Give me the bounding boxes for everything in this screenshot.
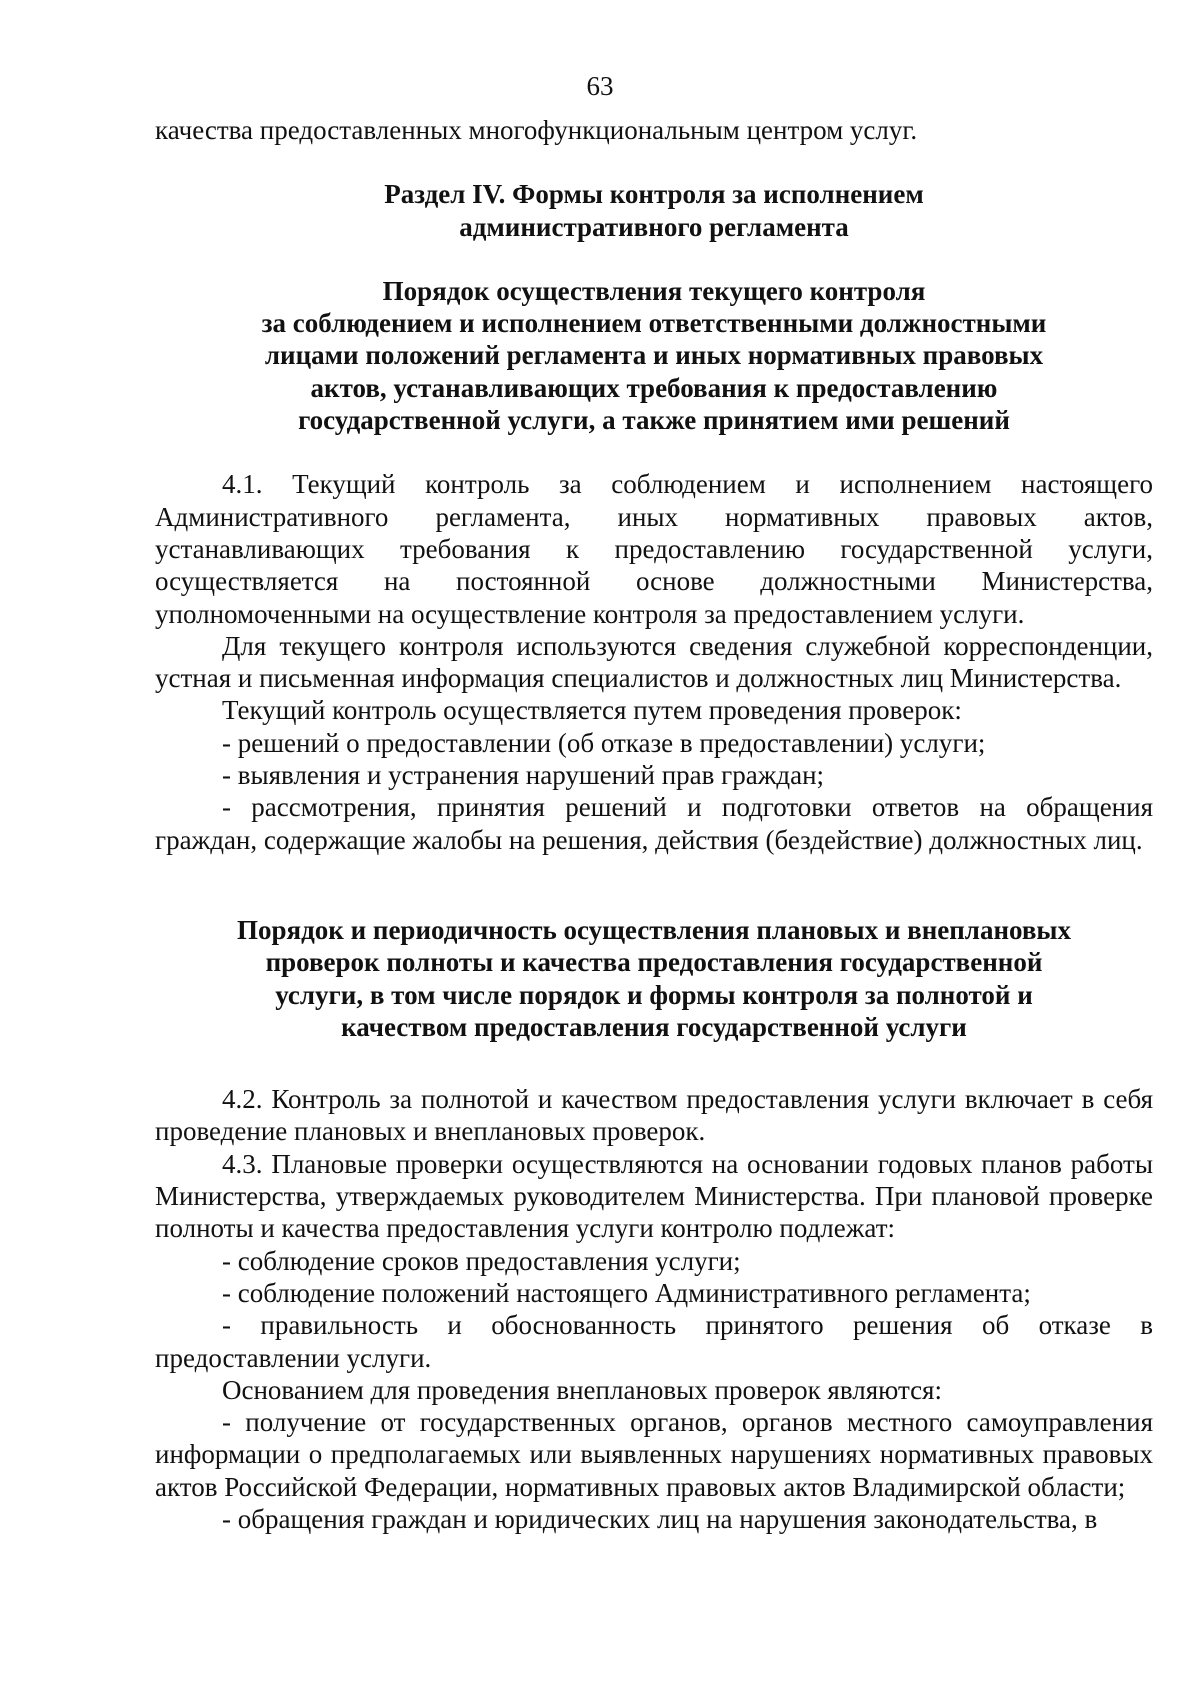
paragraph: Для текущего контроля используются сведения служебной корреспонденции, устная и письменная информация специалистов и должностных лиц Министерства. (155, 630, 1153, 694)
paragraph-4-1: 4.1. Текущий контроль за соблюдением и исполнением настоящего Административного регламента, иных нормативных правовых актов, устанавливающих требования к предоставлению государственной услуги, осуществляется на постоянной основе должностными Министерства, уполномоченными на осуществление контроля за предоставлением услуги. (155, 469, 1153, 629)
document-body (155, 114, 1153, 1535)
subheading-planned-inspections (155, 914, 1153, 1043)
paragraph: Текущий контроль осуществляется путем проведения проверок: (222, 695, 962, 726)
list-item: - соблюдение сроков предоставления услуги; (222, 1245, 741, 1276)
list-item: - рассмотрения, принятия решений и подготовки ответов на обращения граждан, содержащие жалобы на решения, действия (бездействие) должностных лиц. (155, 792, 1153, 855)
list-item: - соблюдение положений настоящего Административного регламента; (222, 1277, 1031, 1308)
subheading-line: государственной услуги, а также принятием ими решений (298, 405, 1010, 436)
subheading-line: качеством предоставления государственной услуги (341, 1011, 967, 1042)
section-heading-line: Раздел IV. Формы контроля за исполнением (384, 179, 924, 210)
subheading-line: проверок полноты и качества предоставления государственной (265, 947, 1043, 978)
section-heading-line: административного регламента (459, 211, 849, 242)
subheading-line: Порядок осуществления текущего контроля (382, 275, 926, 306)
list-item: - решений о предоставлении (об отказе в предоставлении) услуги; (222, 727, 986, 758)
list-item: - получение от государственных органов, органов местного самоуправления информации о предполагаемых или выявленных нарушениях нормативных правовых актов Российской Федерации, нормативных правовых актов Владимирской области; (155, 1407, 1153, 1502)
subheading-line: актов, устанавливающих требования к предоставлению (310, 372, 998, 403)
paragraph-4-3: 4.3. Плановые проверки осуществляются на основании годовых планов работы Министерства, утверждаемых руководителем Министерства. При плановой проверке полноты и качества предоставления услуги контролю подлежат: (155, 1148, 1153, 1244)
subheading-line: услуги, в том числе порядок и формы контроля за полнотой и (275, 979, 1033, 1010)
subheading-line: лицами положений регламента и иных нормативных правовых (264, 340, 1044, 371)
paragraph: Основанием для проведения внеплановых проверок являются: (222, 1374, 942, 1405)
subheading-line: за соблюдением и исполнением ответственными должностными (261, 308, 1047, 339)
paragraph-4-2: 4.2. Контроль за полнотой и качеством предоставления услуги включает в себя проведение плановых и внеплановых проверок. (155, 1084, 1153, 1147)
list-item: - выявления и устранения нарушений прав граждан; (222, 760, 825, 791)
section-heading (155, 178, 1153, 243)
subheading-current-control (155, 275, 1153, 436)
subheading-line: Порядок и периодичность осуществления плановых и внеплановых (237, 914, 1071, 945)
page-number: 63 (586, 71, 614, 101)
intro-line: качества предоставленных многофункциональным центром услуг. (155, 115, 918, 145)
list-item: - обращения граждан и юридических лиц на нарушения законодательства, в (222, 1503, 1098, 1534)
list-item: - правильность и обоснованность принятого решения об отказе в предоставлении услуги. (155, 1310, 1153, 1373)
